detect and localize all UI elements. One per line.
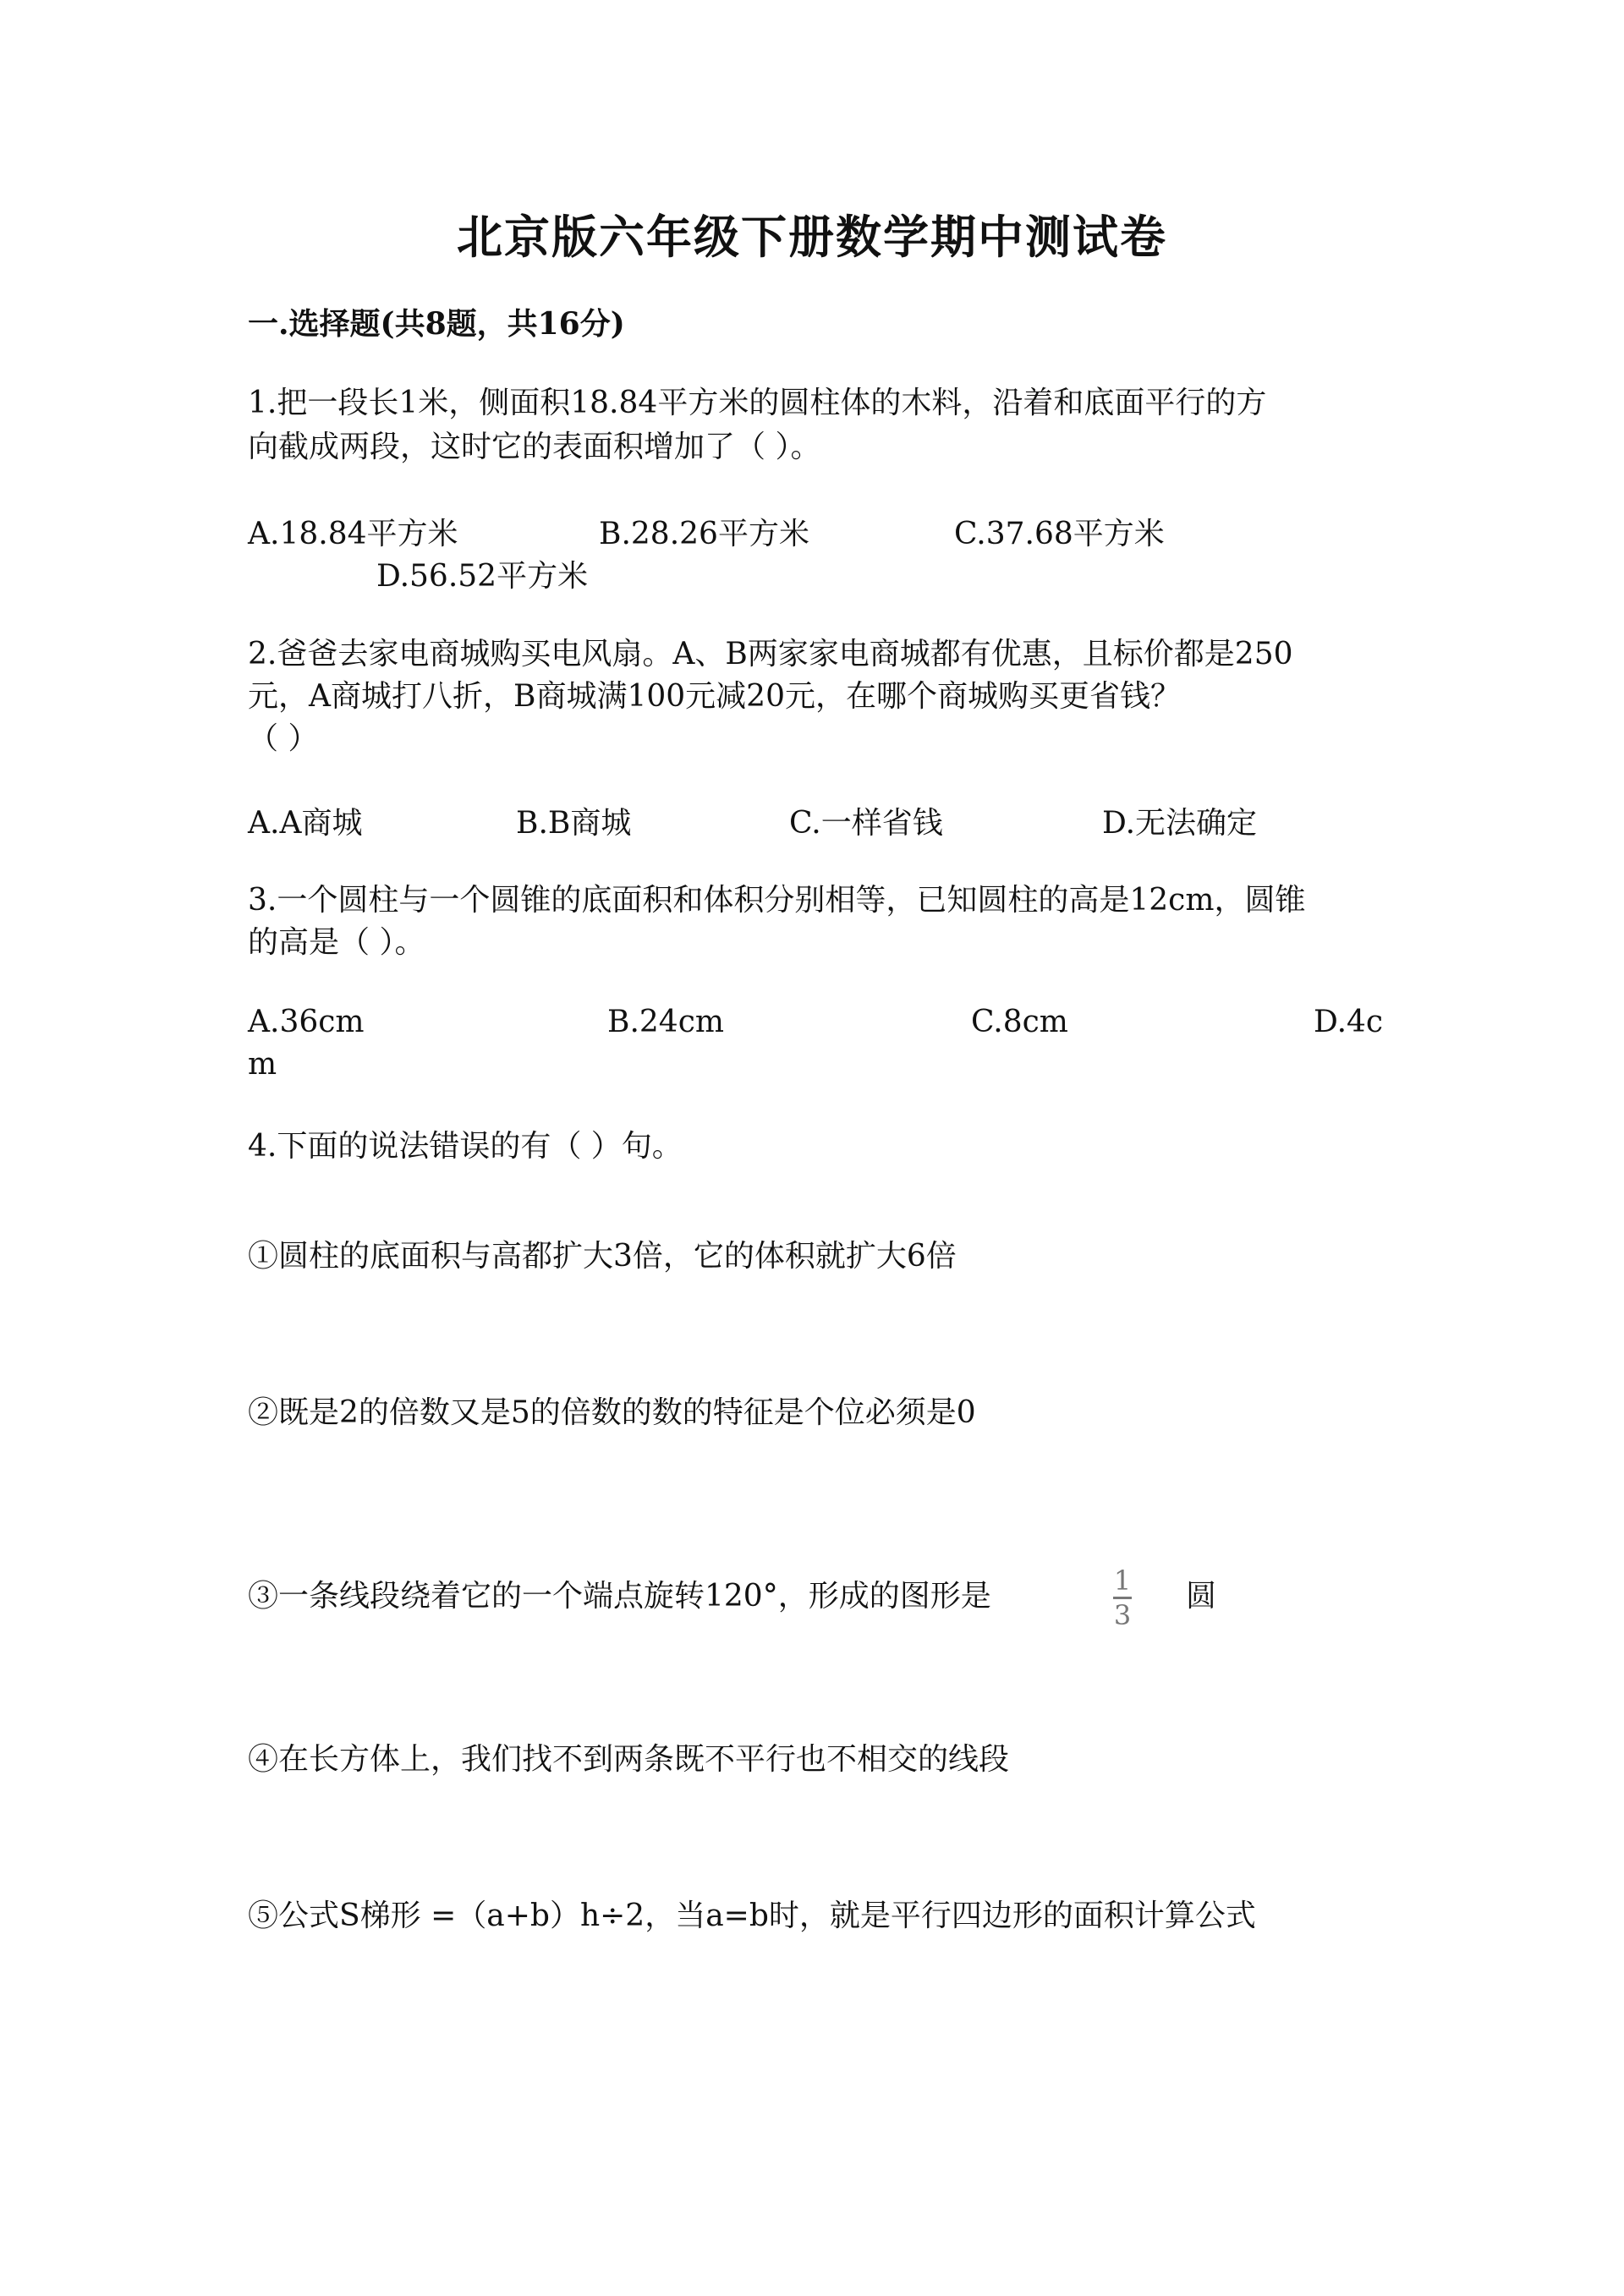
- section-heading: 一.选择题(共8题，共16分): [248, 306, 625, 342]
- q1-option-d: D.56.52平方米: [376, 559, 589, 594]
- q1-option-b: B.28.26平方米: [599, 517, 809, 551]
- q4-statement-2: ②既是2的倍数又是5的倍数的数的特征是个位必须是0: [248, 1395, 976, 1430]
- fraction-one-third: [1113, 1564, 1132, 1631]
- q2-line1: 2.爸爸去家电商城购买电风扇。A、B两家家电商城都有优惠，且标价都是250: [248, 637, 1293, 671]
- q3-line1: 3.一个圆柱与一个圆锥的底面积和体积分别相等，已知圆柱的高是12cm，圆锥: [248, 883, 1306, 918]
- fraction-denominator: 3: [1113, 1599, 1132, 1631]
- q4-statement-4: ④在长方体上，我们找不到两条既不平行也不相交的线段: [248, 1742, 1010, 1777]
- q4-statement-5: ⑤公式S梯形 =（a+b）h÷2，当a=b时，就是平行四边形的面积计算公式: [248, 1899, 1256, 1933]
- q3-option-a: A.36cm: [248, 1005, 365, 1039]
- q1-line2: 向截成两段，这时它的表面积增加了（ ）。: [248, 430, 821, 464]
- q4-statement-3-text: ③一条线段绕着它的一个端点旋转120°，形成的图形是: [248, 1579, 991, 1614]
- q3-option-d: D.4c: [1314, 1005, 1384, 1039]
- q3-option-b: B.24cm: [607, 1005, 725, 1039]
- q4-statement-3-suffix: 圆: [1186, 1579, 1217, 1614]
- q3-option-c: C.8cm: [971, 1005, 1068, 1039]
- q2-option-b: B.B商城: [516, 806, 632, 841]
- q4-statement-3: [248, 1575, 991, 1619]
- q2-option-d: D.无法确定: [1102, 806, 1258, 841]
- q4-stem: 4.下面的说法错误的有（ ）句。: [248, 1129, 683, 1164]
- q2-line3: （ ）: [248, 721, 319, 756]
- q3-line2: 的高是（ ）。: [248, 925, 425, 960]
- q2-option-a: A.A商城: [248, 806, 363, 841]
- q1-line1: 1.把一段长1米，侧面积18.84平方米的圆柱体的木料，沿着和底面平行的方: [248, 386, 1267, 420]
- q4-statement-1: ①圆柱的底面积与高都扩大3倍，它的体积就扩大6倍: [248, 1239, 957, 1274]
- q2-line2: 元，A商城打八折，B商城满100元减20元，在哪个商城购买更省钱？: [248, 679, 1181, 714]
- q1-option-a: A.18.84平方米: [248, 517, 458, 551]
- page-title: 北京版六年级下册数学期中测试卷: [457, 210, 1167, 264]
- q3-option-d-wrap: m: [248, 1047, 277, 1082]
- q2-option-c: C.一样省钱: [789, 806, 943, 841]
- fraction-numerator: 1: [1113, 1564, 1132, 1597]
- q1-option-c: C.37.68平方米: [954, 517, 1165, 551]
